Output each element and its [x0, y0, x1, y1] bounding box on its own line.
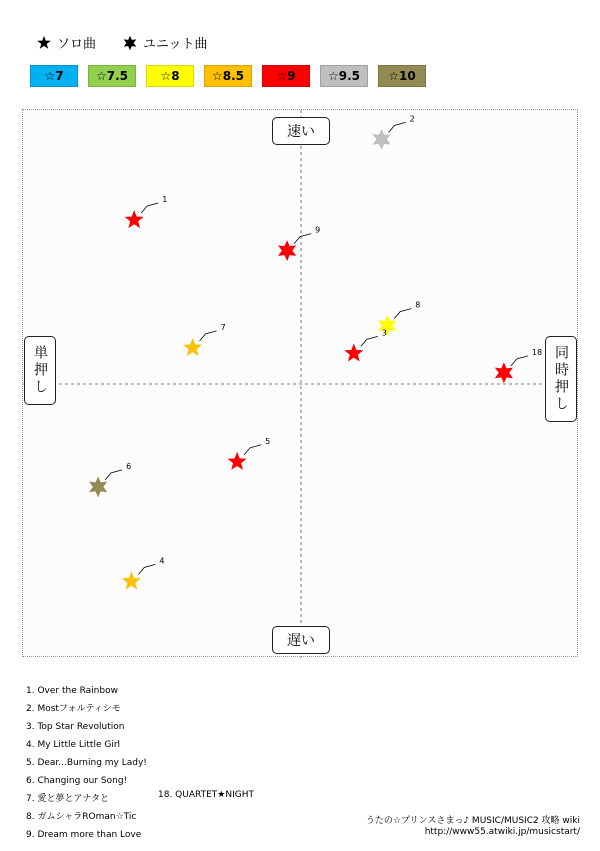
label-leader-line: [394, 309, 411, 319]
difficulty-9: ☆9: [262, 65, 310, 87]
solo-star-icon: [36, 35, 52, 51]
axis-label-simultaneous-press: 同時押し: [545, 336, 577, 422]
label-leader-line: [105, 470, 122, 480]
credit-title: うたの☆プリンスさまっ♪ MUSIC/MUSIC2 攻略 wiki: [365, 816, 580, 826]
list-item: 6. Changing our Song!: [26, 776, 128, 786]
solo-star-marker: [228, 452, 247, 470]
label-leader-line: [389, 122, 406, 132]
song-point-18: [495, 348, 542, 384]
list-item: 4. My Little Little Girl: [26, 740, 121, 750]
legend-unit: [122, 33, 207, 52]
list-item: 1. Over the Rainbow: [26, 686, 118, 696]
difficulty-7-5: ☆7.5: [88, 65, 136, 87]
difficulty-7: ☆7: [30, 65, 78, 87]
unit-star-marker: [495, 362, 513, 383]
list-item: 7. 愛と夢とアナタと: [26, 794, 109, 804]
song-point-4: [122, 556, 165, 589]
song-point-label: 1: [162, 195, 168, 204]
label-leader-line: [244, 445, 261, 455]
credit: [366, 816, 580, 838]
difficulty-8-5: ☆8.5: [204, 65, 252, 87]
list-item: 2. Mostフォルティシモ: [26, 704, 121, 714]
song-point-label: 9: [315, 225, 321, 235]
song-list: [26, 682, 147, 844]
quadrant-plot: [22, 109, 578, 657]
list-item: 3. Top Star Revolution: [26, 722, 125, 732]
legend-unit-label: ユニット曲: [143, 37, 208, 52]
solo-star-marker: [125, 210, 144, 228]
song-point-label: 3: [381, 328, 387, 338]
song-point-label: 7: [220, 322, 226, 332]
song-point-label: 5: [265, 436, 271, 446]
unit-star-marker: [373, 129, 391, 150]
axis-label-fast: 速い: [272, 117, 330, 145]
song-point-3: [344, 328, 387, 361]
unit-star-marker: [89, 476, 107, 497]
credit-url: http://www55.atwiki.jp/musicstart/: [424, 827, 580, 837]
unit-star-icon: [122, 35, 138, 51]
song-point-label: 18: [531, 347, 543, 357]
solo-star-marker: [122, 571, 141, 589]
song-point-label: 4: [159, 556, 165, 566]
solo-star-marker: [183, 338, 202, 356]
difficulty-legend: [30, 65, 436, 87]
label-leader-line: [138, 564, 155, 574]
difficulty-8: ☆8: [146, 65, 194, 87]
label-leader-line: [294, 234, 311, 244]
plot-marks: [89, 114, 542, 589]
song-point-5: [228, 437, 271, 470]
song-point-label: 6: [126, 461, 132, 471]
song-point-6: [89, 462, 131, 498]
list-item-18: 18. QUARTET★NIGHT: [158, 790, 254, 800]
label-leader-line: [141, 203, 158, 213]
legend-solo: [36, 33, 96, 52]
difficulty-9-5: ☆9.5: [320, 65, 368, 87]
solo-star-marker: [344, 343, 363, 361]
axis-label-slow: 遅い: [272, 626, 330, 654]
song-point-9: [278, 226, 320, 262]
plot-canvas: [23, 110, 579, 658]
list-item: 8. ガムシャラROman☆Tic: [26, 812, 137, 822]
difficulty-10: ☆10: [378, 65, 426, 87]
song-point-label: 2: [409, 114, 415, 124]
list-item: 9. Dream more than Love: [26, 830, 142, 840]
song-point-label: 8: [415, 300, 421, 310]
song-point-1: [125, 195, 168, 228]
song-point-7: [183, 323, 226, 356]
song-point-2: [373, 114, 415, 149]
label-leader-line: [200, 331, 217, 341]
list-item: 5. Dear...Burning my Lady!: [26, 758, 147, 768]
unit-star-marker: [278, 240, 296, 261]
label-leader-line: [361, 336, 378, 346]
axis-label-single-press: 単押し: [24, 336, 56, 405]
legend: [36, 33, 234, 52]
label-leader-line: [511, 356, 528, 366]
legend-solo-label: ソロ曲: [57, 37, 97, 52]
